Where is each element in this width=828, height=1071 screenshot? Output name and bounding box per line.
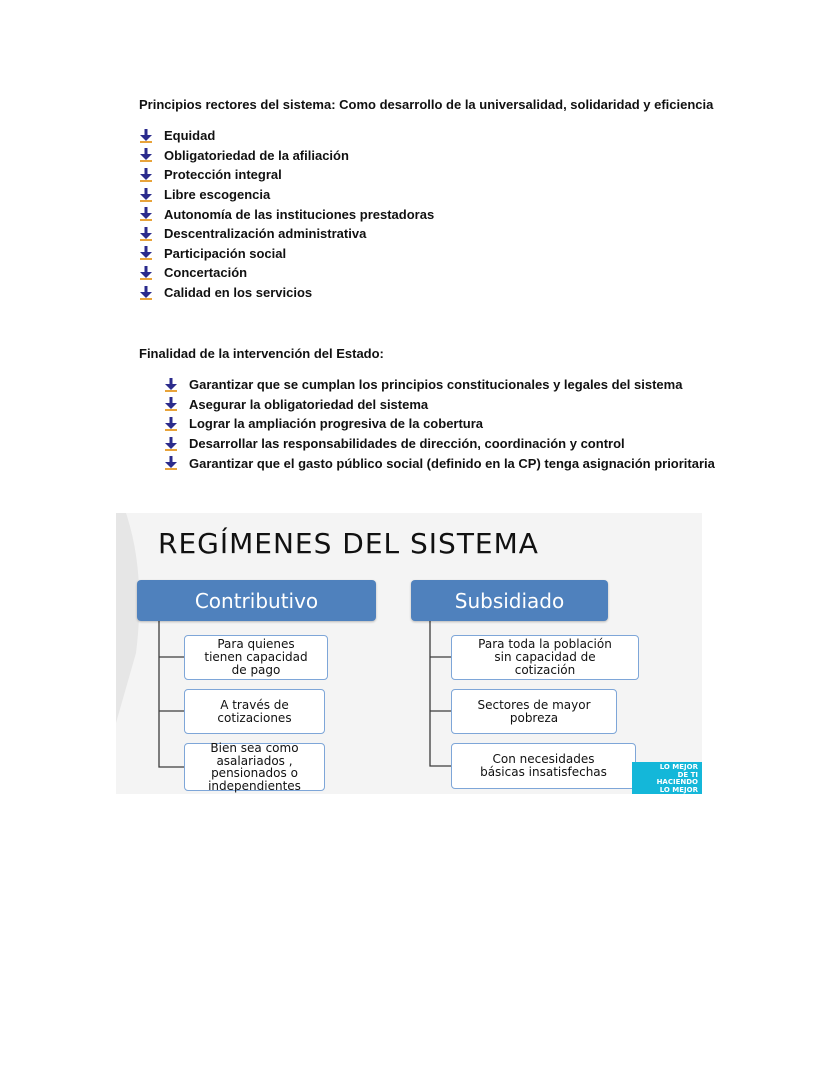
subsidiado-header: Subsidiado xyxy=(411,580,608,621)
logo-text-line: LO MEJOR xyxy=(659,763,698,771)
contributivo-box-2 xyxy=(184,689,325,734)
principle-item xyxy=(139,283,434,303)
contributivo-box-1 xyxy=(184,635,328,680)
down-arrow-bullet-icon xyxy=(139,246,153,260)
box-text-line: tienen capacidad xyxy=(204,650,308,664)
subsidiado-box-2 xyxy=(451,689,617,734)
contributivo-box-3 xyxy=(184,743,325,791)
intervention-item xyxy=(164,453,715,473)
intervention-item-label: Lograr la ampliación progresiva de la cobertura xyxy=(189,416,484,432)
box-text-line: básicas insatisfechas xyxy=(480,765,607,779)
principle-item xyxy=(139,126,434,146)
brand-logo xyxy=(632,762,702,794)
subsidiado-box-3 xyxy=(451,743,636,789)
down-arrow-bullet-icon xyxy=(139,168,153,182)
intervention-item-label: Asegurar la obligatoriedad del sistema xyxy=(189,396,429,412)
intervention-item-label: Desarrollar las responsabilidades de dirección, coordinación y control xyxy=(189,436,625,452)
principle-item xyxy=(139,263,434,283)
box-text-line: cotizaciones xyxy=(217,710,292,725)
principle-item xyxy=(139,224,434,244)
principle-item-label: Equidad xyxy=(164,128,216,144)
down-arrow-bullet-icon xyxy=(139,207,153,221)
principle-item-label: Participación social xyxy=(164,245,287,261)
principles-list xyxy=(139,126,434,302)
intervention-item xyxy=(164,434,715,454)
principle-item xyxy=(139,146,434,166)
logo-text-line: DE TI xyxy=(677,770,698,779)
down-arrow-bullet-icon xyxy=(139,188,153,202)
intervention-item xyxy=(164,414,715,434)
box-text-line: Para quienes xyxy=(217,637,295,651)
down-arrow-bullet-icon xyxy=(139,129,153,143)
down-arrow-bullet-icon xyxy=(139,227,153,241)
state-intervention-heading: Finalidad de la intervención del Estado: xyxy=(139,346,384,361)
principle-item-label: Autonomía de las instituciones prestadoras xyxy=(164,206,435,222)
box-text-line: Sectores de mayor xyxy=(477,697,591,712)
logo-text-line: HACIENDO xyxy=(656,778,698,786)
intervention-item xyxy=(164,375,715,395)
principle-item-label: Descentralización administrativa xyxy=(164,226,367,242)
subsidiado-box-1 xyxy=(451,635,639,680)
diagram-title: REGÍMENES DEL SISTEMA xyxy=(158,527,539,560)
principle-item-label: Calidad en los servicios xyxy=(164,285,313,301)
box-text-line: independientes xyxy=(208,778,301,793)
box-text-line: pobreza xyxy=(509,710,559,725)
contributivo-header: Contributivo xyxy=(137,580,376,621)
box-text-line: asalariados , xyxy=(216,753,293,768)
principle-item xyxy=(139,204,434,224)
principle-item xyxy=(139,185,434,205)
box-text-line: Para toda la población xyxy=(478,637,612,651)
box-text-line: Con necesidades xyxy=(492,752,595,766)
down-arrow-bullet-icon xyxy=(139,286,153,300)
principle-item xyxy=(139,244,434,264)
principles-heading: Principios rectores del sistema: Como desarrollo de la universalidad, solidaridad y eficiencia xyxy=(139,97,714,112)
intervention-item xyxy=(164,395,715,415)
principle-item-label: Protección integral xyxy=(164,167,282,183)
regimes-diagram-image xyxy=(116,513,702,794)
logo-text-line: LO MEJOR xyxy=(659,785,698,794)
down-arrow-bullet-icon xyxy=(164,417,178,431)
box-text-line: sin capacidad de xyxy=(494,650,596,664)
down-arrow-bullet-icon xyxy=(139,266,153,280)
box-text-line: de pago xyxy=(231,663,281,677)
box-text-line: Bien sea como xyxy=(210,741,299,755)
box-text-line: pensionados o xyxy=(211,766,298,780)
principle-item xyxy=(139,165,434,185)
intervention-item-label: Garantizar que el gasto público social (definido en la CP) tenga asignación prioritaria xyxy=(189,455,715,471)
box-text-line: cotización xyxy=(514,663,576,677)
down-arrow-bullet-icon xyxy=(164,437,178,451)
state-intervention-list xyxy=(164,375,715,473)
box-text-line: A través de xyxy=(220,697,289,712)
down-arrow-bullet-icon xyxy=(164,378,178,392)
down-arrow-bullet-icon xyxy=(139,148,153,162)
principle-item-label: Libre escogencia xyxy=(164,187,271,203)
principle-item-label: Concertación xyxy=(164,265,248,281)
principle-item-label: Obligatoriedad de la afiliación xyxy=(164,147,349,163)
down-arrow-bullet-icon xyxy=(164,456,178,470)
intervention-item-label: Garantizar que se cumplan los principios constitucionales y legales del sistema xyxy=(189,377,683,393)
down-arrow-bullet-icon xyxy=(164,397,178,411)
